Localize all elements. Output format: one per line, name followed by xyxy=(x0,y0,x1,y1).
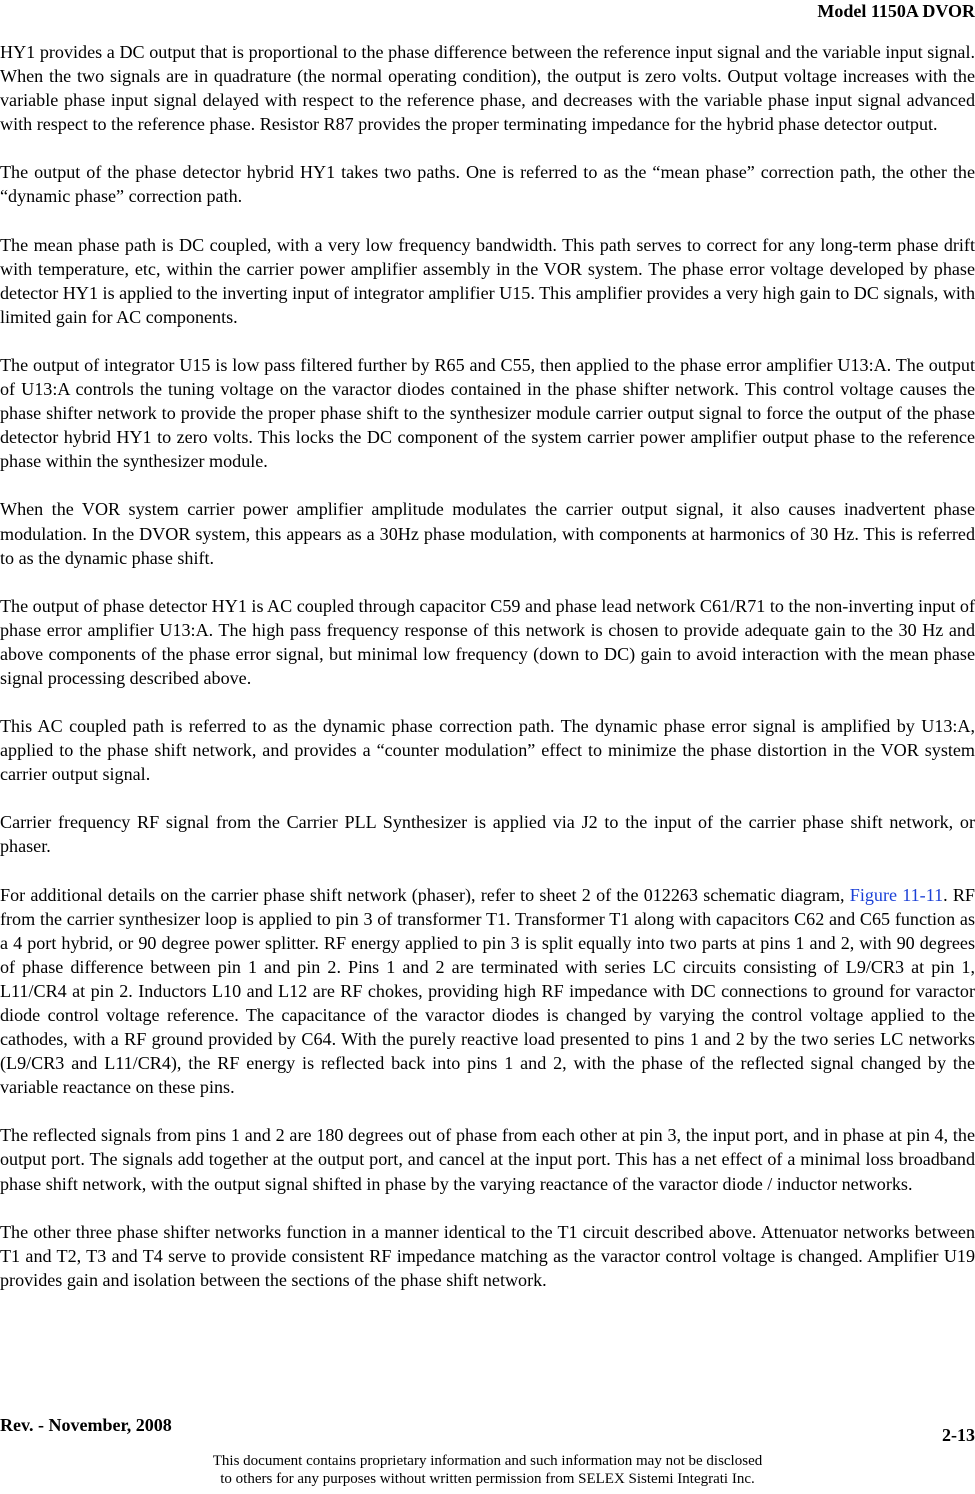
proprietary-notice xyxy=(0,1452,975,1488)
paragraph-dynamic-phase-shift: When the VOR system carrier power amplifier amplitude modulates the carrier output signal, it also causes inadvertent phase modulation. In the DVOR system, this appears as a 30Hz phase modulation, with components at harmonics of 30 Hz. This is referred to as the dynamic phase shift. xyxy=(0,499,975,568)
phaser-details-text-rest: . RF from the carrier synthesizer loop is applied to pin 3 of transformer T1. Transformer T1 along with capacitors C62 and C65 function as a 4 port hybrid, or 90 degree power splitter. RF energy applied to pin 3 is split equally into two parts at pins 1 and 2, with 90 degrees of phase difference between pin 1 and pin 2. Pins 1 and 2 are terminated with series LC circuits consisting of L9/CR3 at pin 1, L11/CR4 at pin 2. Inductors L10 and L12 are RF chokes, providing high RF impedance with DC connections to ground for varactor diode control voltage reference. The capacitance of the varactor diodes is changed by varying the control voltage applied to the cathodes, with a RF ground provided by C64. With the purely reactive load presented to pins 1 and 2 by the two series LC networks (L9/CR3 and L11/CR4), the RF energy is reflected back into pins 1 and 2, with the phase of the reflected signal changed by the variable reactance on these pins. xyxy=(0,884,975,1098)
paragraph-ac-coupling: The output of phase detector HY1 is AC coupled through capacitor C59 and phase lead network C61/R71 to the non-inverting input of phase error amplifier U13:A. The high pass frequency response of this network is chosen to provide adequate gain to the 30 Hz and above components of the phase error signal, but minimal low frequency (down to DC) gain to avoid interaction with the mean phase signal processing described above. xyxy=(0,595,975,688)
revision-date: Rev. - November, 2008 xyxy=(0,1415,172,1435)
paragraph-integrator-u15: The output of integrator U15 is low pass filtered further by R65 and C55, then applied to the phase error amplifier U13:A. The output of U13:A controls the tuning voltage on the varactor diodes contained in the phase shifter network. This control voltage causes the phase shifter network to provide the proper phase shift to the synthesizer module carrier output signal to force the output of the phase detector hybrid HY1 to zero volts. This locks the DC component of the system carrier power amplifier output phase to the reference phase within the synthesizer module. xyxy=(0,354,975,472)
phaser-details-text-start: For additional details on the carrier phase shift network (phaser), refer to sheet 2 of the 012263 schematic diagram, xyxy=(0,884,850,905)
document-body xyxy=(0,40,975,1292)
paragraph-two-paths: The output of the phase detector hybrid HY1 takes two paths. One is referred to as the “mean phase” correction path, the other the “dynamic phase” correction path. xyxy=(0,162,975,207)
paragraph-reflected-signals: The reflected signals from pins 1 and 2 are 180 degrees out of phase from each other at pin 3, the input port, and in phase at pin 4, the output port. The signals add together at the output port, and cancel at the input port. This has a net effect of a minimal loss broadband phase shift network, with the output signal shifted in phase by the varying reactance of the varactor diode / inductor networks. xyxy=(0,1125,975,1194)
paragraph-dynamic-correction-path: This AC coupled path is referred to as the dynamic phase correction path. The dynamic phase error signal is amplified by U13:A, applied to the phase shift network, and provides a “counter modulation” effect to minimize the phase distortion in the VOR system carrier output signal. xyxy=(0,716,975,785)
figure-11-11-link[interactable]: Figure 11-11 xyxy=(849,884,944,905)
page-number: 2-13 xyxy=(942,1425,975,1445)
paragraph-other-phase-shifters: The other three phase shifter networks function in a manner identical to the T1 circuit described above. Attenuator networks between T1 and T2, T3 and T4 serve to provide consistent RF impedance matching as the varactor control voltage is changed. Amplifier U19 provides gain and isolation between the sections of the phase shift network. xyxy=(0,1221,975,1290)
paragraph-carrier-rf-input: Carrier frequency RF signal from the Carrier PLL Synthesizer is applied via J2 to the input of the carrier phase shift network, or phaser. xyxy=(0,812,975,857)
document-model-header: Model 1150A DVOR xyxy=(817,1,975,21)
proprietary-notice-line-1: This document contains proprietary information and such information may not be disclosed xyxy=(212,1453,763,1469)
paragraph-phaser-details xyxy=(0,883,975,1100)
paragraph-mean-phase-path: The mean phase path is DC coupled, with a very low frequency bandwidth. This path serves to correct for any long-term phase drift with temperature, etc, within the carrier power amplifier assembly in the VOR system. The phase error voltage developed by phase detector HY1 is applied to the inverting input of integrator amplifier U15. This amplifier provides a very high gain to DC signals, with limited gain for AC components. xyxy=(0,234,975,327)
proprietary-notice-line-2: to others for any purposes without written permission from SELEX Sistemi Integrati Inc. xyxy=(220,1471,755,1487)
paragraph-hy1-output: HY1 provides a DC output that is proportional to the phase difference between the reference input signal and the variable input signal. When the two signals are in quadrature (the normal operating condition), the output is zero volts. Output voltage increases with the variable phase input signal delayed with respect to the reference phase, and decreases with the variable phase input signal advanced with respect to the reference phase. Resistor R87 provides the proper terminating impedance for the hybrid phase detector output. xyxy=(0,42,975,135)
